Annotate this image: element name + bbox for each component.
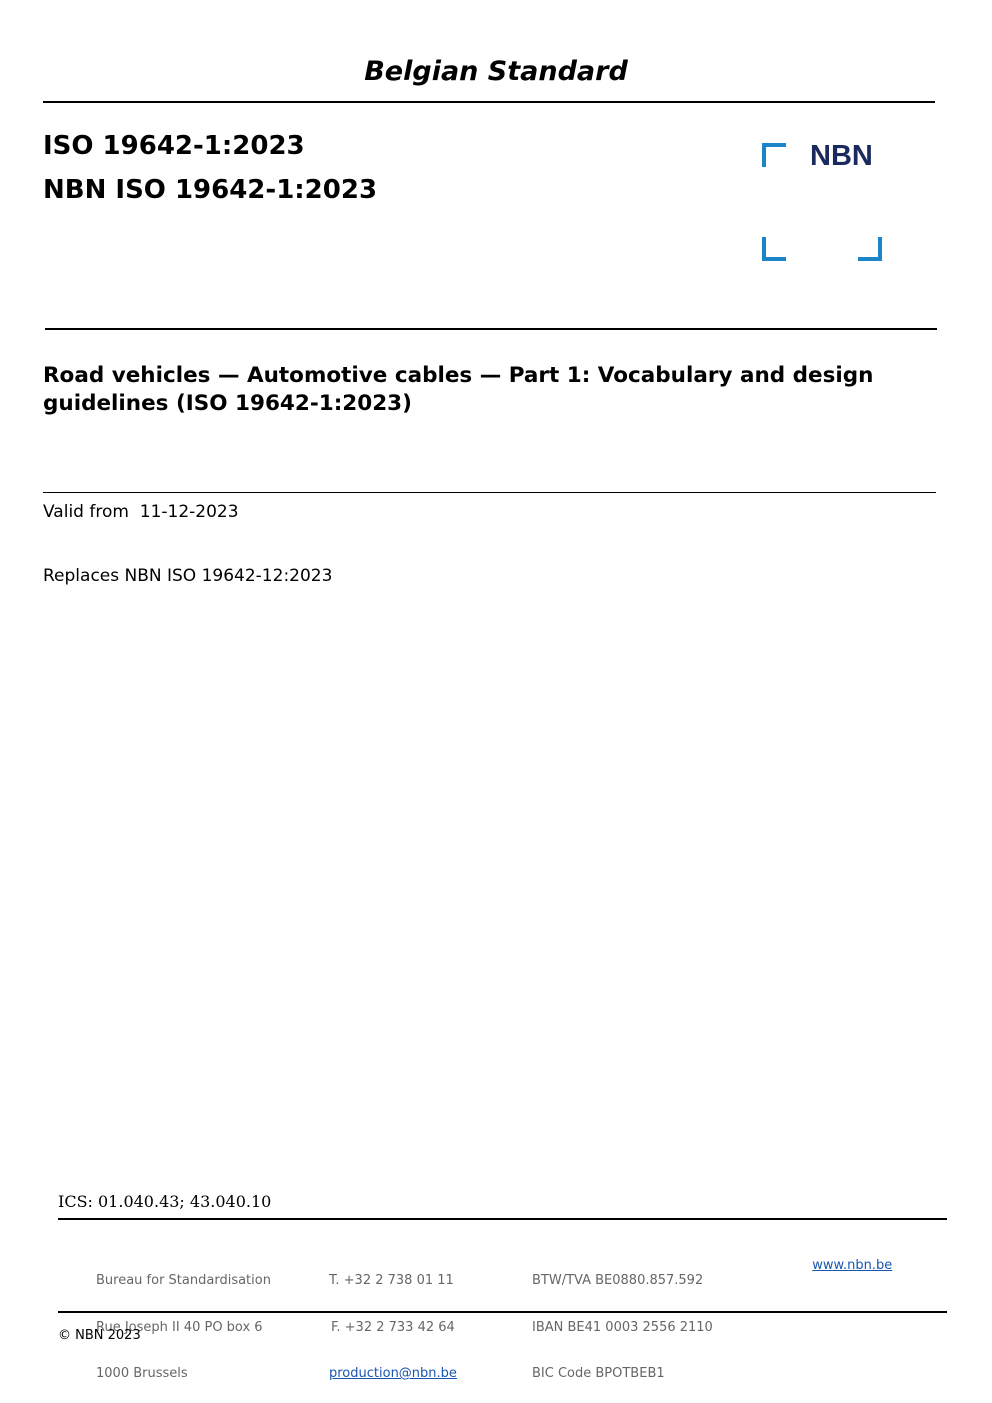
footer-bottom-rule bbox=[58, 1311, 947, 1313]
address-line: Rue Joseph II 40 PO box 6 bbox=[96, 1319, 263, 1335]
iso-code: ISO 19642-1:2023 bbox=[43, 131, 305, 161]
phone-number: T. +32 2 738 01 11 bbox=[329, 1273, 454, 1288]
ics-codes: ICS: 01.040.43; 43.040.10 bbox=[58, 1192, 272, 1211]
bic-code: BIC Code BPOTBEB1 bbox=[532, 1366, 665, 1381]
validity bbox=[43, 502, 239, 522]
footer-website bbox=[804, 1242, 892, 1273]
document-title: Road vehicles — Automotive cables — Part 1: Vocabulary and design guidelines (ISO 19642-1:2023) bbox=[43, 363, 874, 416]
footer-address bbox=[96, 1242, 271, 1397]
logo-wordmark: NBN bbox=[810, 140, 873, 172]
codes-rule bbox=[45, 328, 937, 330]
vat-number: BTW/TVA BE0880.857.592 bbox=[532, 1273, 704, 1288]
nbn-code: NBN ISO 19642-1:2023 bbox=[43, 175, 378, 205]
footer-top-rule bbox=[58, 1218, 947, 1220]
footer-bank bbox=[532, 1242, 713, 1397]
iban: IBAN BE41 0003 2556 2110 bbox=[532, 1319, 713, 1335]
document-type-heading: Belgian Standard bbox=[364, 56, 628, 87]
fax-number: F. +32 2 733 42 64 bbox=[331, 1319, 455, 1335]
email-link[interactable]: production@nbn.be bbox=[329, 1366, 457, 1381]
replaces-note: Replaces NBN ISO 19642-12:2023 bbox=[43, 566, 333, 586]
website-link[interactable]: www.nbn.be bbox=[812, 1257, 893, 1273]
footer-contact bbox=[329, 1242, 457, 1397]
nbn-logo-graphic bbox=[762, 140, 886, 264]
valid-from-label: Valid from bbox=[43, 502, 129, 522]
nbn-logo bbox=[762, 140, 886, 264]
address-line: Bureau for Standardisation bbox=[96, 1273, 271, 1288]
title-rule bbox=[43, 492, 936, 493]
copyright: © NBN 2023 bbox=[58, 1328, 141, 1343]
header-rule bbox=[43, 101, 935, 103]
address-line: 1000 Brussels bbox=[96, 1366, 188, 1381]
valid-from-date: 11-12-2023 bbox=[139, 502, 239, 522]
